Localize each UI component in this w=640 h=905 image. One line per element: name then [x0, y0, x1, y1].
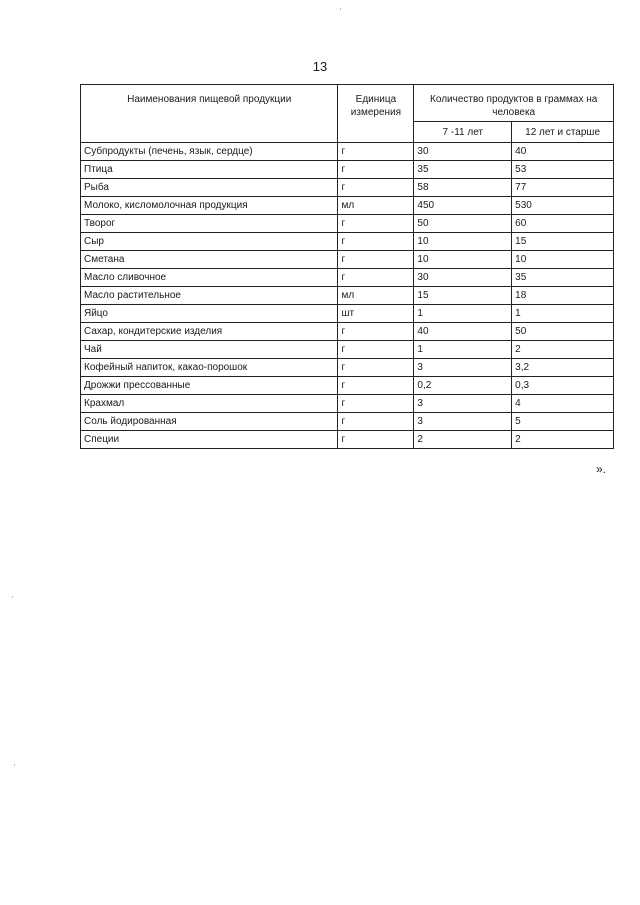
cell-amount-7-11: 50 — [414, 215, 512, 233]
table-row — [81, 143, 614, 161]
table-row — [81, 431, 614, 449]
cell-product-name: Кофейный напиток, какао-порошок — [81, 359, 338, 377]
scan-speck — [12, 596, 13, 598]
table-row — [81, 269, 614, 287]
cell-amount-7-11: 0,2 — [414, 377, 512, 395]
table-row — [81, 233, 614, 251]
cell-amount-12-plus: 2 — [512, 431, 614, 449]
cell-unit: г — [338, 395, 414, 413]
cell-amount-12-plus: 10 — [512, 251, 614, 269]
cell-unit: г — [338, 323, 414, 341]
table-row — [81, 161, 614, 179]
header-age-7-11: 7 -11 лет — [414, 122, 512, 143]
cell-product-name: Сыр — [81, 233, 338, 251]
cell-amount-7-11: 30 — [414, 269, 512, 287]
cell-amount-12-plus: 50 — [512, 323, 614, 341]
cell-unit: г — [338, 413, 414, 431]
page-number: 13 — [312, 59, 328, 74]
cell-amount-12-plus: 15 — [512, 233, 614, 251]
cell-amount-7-11: 35 — [414, 161, 512, 179]
cell-product-name: Крахмал — [81, 395, 338, 413]
table-row — [81, 305, 614, 323]
cell-unit: г — [338, 161, 414, 179]
table-row — [81, 323, 614, 341]
cell-product-name: Птица — [81, 161, 338, 179]
cell-product-name: Чай — [81, 341, 338, 359]
table-row — [81, 215, 614, 233]
cell-product-name: Масло растительное — [81, 287, 338, 305]
cell-amount-7-11: 3 — [414, 359, 512, 377]
table-row — [81, 197, 614, 215]
header-age-12-plus: 12 лет и старше — [512, 122, 614, 143]
cell-product-name: Творог — [81, 215, 338, 233]
cell-amount-7-11: 10 — [414, 251, 512, 269]
header-unit: Единица измерения — [338, 85, 414, 143]
table-body — [81, 143, 614, 449]
cell-unit: г — [338, 233, 414, 251]
cell-amount-7-11: 40 — [414, 323, 512, 341]
cell-unit: г — [338, 431, 414, 449]
cell-amount-7-11: 3 — [414, 413, 512, 431]
table-row — [81, 395, 614, 413]
cell-amount-7-11: 30 — [414, 143, 512, 161]
cell-product-name: Соль йодированная — [81, 413, 338, 431]
cell-unit: мл — [338, 197, 414, 215]
cell-product-name: Сметана — [81, 251, 338, 269]
cell-unit: г — [338, 143, 414, 161]
header-product-name: Наименования пищевой продукции — [81, 85, 338, 143]
closing-quote-mark: ». — [596, 462, 607, 476]
cell-unit: шт — [338, 305, 414, 323]
table-row — [81, 377, 614, 395]
header-quantity: Количество продуктов в граммах на человека — [414, 85, 614, 122]
food-norms-table — [80, 84, 614, 449]
cell-unit: г — [338, 359, 414, 377]
cell-product-name: Специи — [81, 431, 338, 449]
cell-amount-12-plus: 18 — [512, 287, 614, 305]
table-row — [81, 413, 614, 431]
cell-product-name: Молоко, кисломолочная продукция — [81, 197, 338, 215]
cell-amount-12-plus: 35 — [512, 269, 614, 287]
cell-amount-12-plus: 1 — [512, 305, 614, 323]
cell-unit: г — [338, 251, 414, 269]
cell-amount-7-11: 58 — [414, 179, 512, 197]
table-header-row — [81, 85, 614, 122]
cell-amount-7-11: 1 — [414, 341, 512, 359]
cell-product-name: Дрожжи прессованные — [81, 377, 338, 395]
cell-product-name: Сахар, кондитерские изделия — [81, 323, 338, 341]
cell-amount-12-plus: 53 — [512, 161, 614, 179]
scan-speck — [340, 8, 341, 10]
scan-speck — [14, 764, 15, 766]
cell-amount-12-plus: 530 — [512, 197, 614, 215]
cell-amount-7-11: 1 — [414, 305, 512, 323]
cell-unit: г — [338, 377, 414, 395]
cell-amount-7-11: 3 — [414, 395, 512, 413]
cell-product-name: Рыба — [81, 179, 338, 197]
table-row — [81, 341, 614, 359]
cell-amount-12-plus: 60 — [512, 215, 614, 233]
cell-unit: г — [338, 269, 414, 287]
table-row — [81, 287, 614, 305]
cell-amount-12-plus: 5 — [512, 413, 614, 431]
cell-amount-12-plus: 40 — [512, 143, 614, 161]
cell-unit: г — [338, 215, 414, 233]
cell-amount-12-plus: 3,2 — [512, 359, 614, 377]
cell-unit: г — [338, 341, 414, 359]
cell-amount-12-plus: 0,3 — [512, 377, 614, 395]
cell-product-name: Субпродукты (печень, язык, сердце) — [81, 143, 338, 161]
cell-amount-12-plus: 2 — [512, 341, 614, 359]
table-row — [81, 251, 614, 269]
table-row — [81, 359, 614, 377]
cell-amount-12-plus: 77 — [512, 179, 614, 197]
table-row — [81, 179, 614, 197]
cell-amount-12-plus: 4 — [512, 395, 614, 413]
cell-amount-7-11: 15 — [414, 287, 512, 305]
cell-amount-7-11: 450 — [414, 197, 512, 215]
cell-amount-7-11: 10 — [414, 233, 512, 251]
cell-unit: мл — [338, 287, 414, 305]
cell-amount-7-11: 2 — [414, 431, 512, 449]
cell-product-name: Яйцо — [81, 305, 338, 323]
cell-product-name: Масло сливочное — [81, 269, 338, 287]
cell-unit: г — [338, 179, 414, 197]
